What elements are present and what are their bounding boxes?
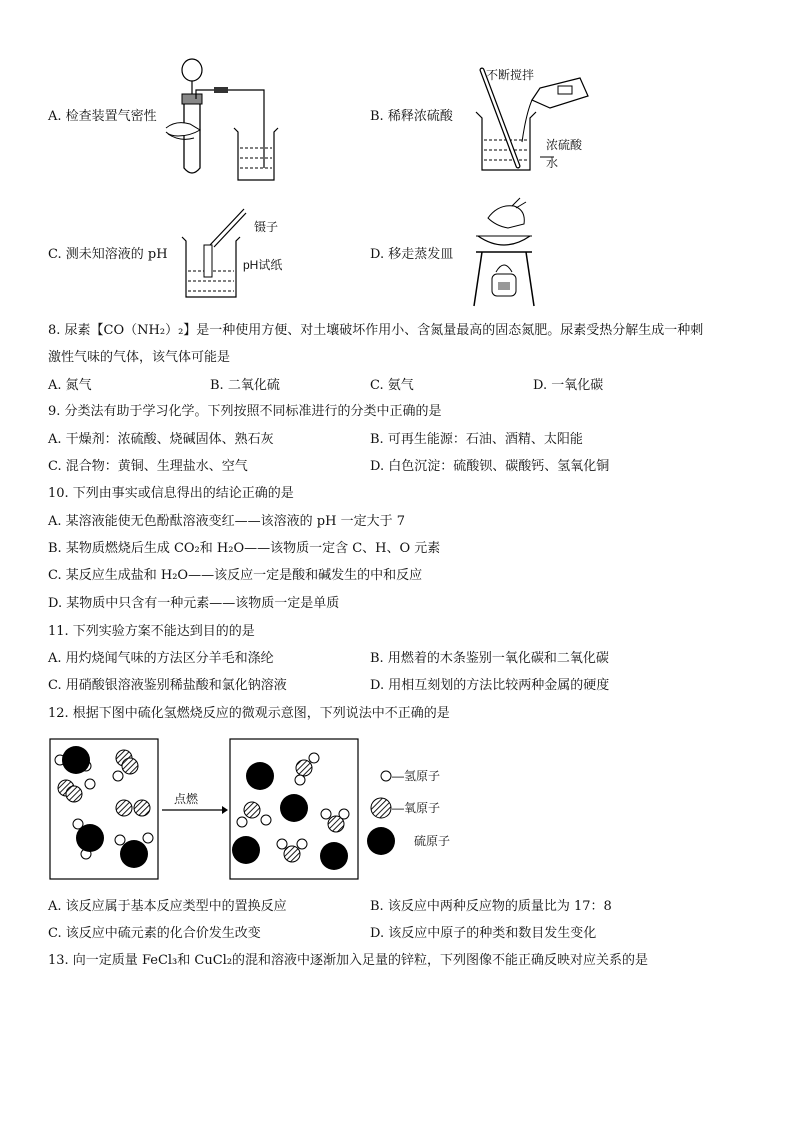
option-d-label: D. 移走蒸发皿 [370,247,454,262]
q12-option-c: C. 该反应中硫元素的化合价发生改变 [48,926,261,941]
water-label: 水 [546,156,559,170]
q8-stem-line2: 激性气味的气体，该气体可能是 [48,350,231,365]
q8-option-a: A. 氮气 [48,378,92,393]
legend-sulfur: 硫原子 [414,834,451,848]
evaporating-dish-image [468,196,538,308]
legend-sulfur-icon [367,827,395,855]
q8-option-c: C. 氨气 [370,378,414,393]
tweezers-label: 镊子 [254,220,279,234]
legend-hydrogen-icon [381,771,391,781]
q10-option-a: A. 某溶液能使无色酚酞溶液变红——该溶液的 pH 一定大于 7 [48,514,405,529]
q12-option-d: D. 该反应中原子的种类和数目发生变化 [370,926,597,941]
ph-test-image [180,205,250,300]
q9-stem: 9. 分类法有助于学习化学。下列按照不同标准进行的分类中正确的是 [48,404,442,419]
q9-option-d: D. 白色沉淀：硫酸钡、碳酸钙、氢氧化铜 [370,459,610,474]
q12-stem: 12. 根据下图中硫化氢燃烧反应的微观示意图，下列说法中不正确的是 [48,706,450,721]
q9-option-a: A. 干燥剂：浓硫酸、烧碱固体、熟石灰 [48,432,274,447]
q11-option-d: D. 用相互刻划的方法比较两种金属的硬度 [370,678,610,693]
q11-option-a: A. 用灼烧闻气味的方法区分羊毛和涤纶 [48,651,274,666]
q11-stem: 11. 下列实验方案不能达到目的的是 [48,624,255,639]
q10-option-b: B. 某物质燃烧后生成 CO₂和 H₂O——该物质一定含 C、H、O 元素 [48,541,441,556]
legend-oxygen-icon [371,798,391,818]
arrow-label: 点燃 [174,792,199,806]
q8-option-b: B. 二氧化硫 [210,378,280,393]
q9-option-c: C. 混合物：黄铜、生理盐水、空气 [48,459,248,474]
ph-paper-label: pH试纸 [243,258,283,272]
stir-label: 不断搅拌 [486,68,535,82]
q11-option-b: B. 用燃着的木条鉴别一氧化碳和二氧化碳 [370,651,609,666]
legend-oxygen: —氧原子 [392,801,441,815]
q10-option-d: D. 某物质中只含有一种元素——该物质一定是单质 [48,596,340,611]
q9-option-b: B. 可再生能源：石油、酒精、太阳能 [370,432,583,447]
option-a-label: A. 检查装置气密性 [48,109,157,124]
q10-stem: 10. 下列由事实或信息得出的结论正确的是 [48,486,294,501]
q11-option-c: C. 用硝酸银溶液鉴别稀盐酸和氯化钠溶液 [48,678,287,693]
option-b-label: B. 稀释浓硫酸 [370,109,453,124]
q8-stem-line1: 8. 尿素【CO（NH₂）₂】是一种使用方便、对土壤破坏作用小、含氮量最高的固态氮肥。尿素受热分解生成一种刺 [48,323,704,338]
legend-hydrogen: —氢原子 [392,769,441,783]
q8-option-d: D. 一氧化碳 [533,378,604,393]
option-c-label: C. 测未知溶液的 pH [48,247,168,262]
q10-option-c: C. 某反应生成盐和 H₂O——该反应一定是酸和碱发生的中和反应 [48,568,423,583]
airtightness-apparatus-image [160,50,280,185]
conc-acid-label: 浓硫酸 [546,138,583,152]
q13-stem: 13. 向一定质量 FeCl₃和 CuCl₂的混和溶液中逐渐加入足量的锌粒，下列图像不能正确反映对应关系的是 [48,953,649,968]
q12-option-a: A. 该反应属于基本反应类型中的置换反应 [48,899,287,914]
q12-option-b: B. 该反应中两种反应物的质量比为 17：8 [370,899,612,914]
